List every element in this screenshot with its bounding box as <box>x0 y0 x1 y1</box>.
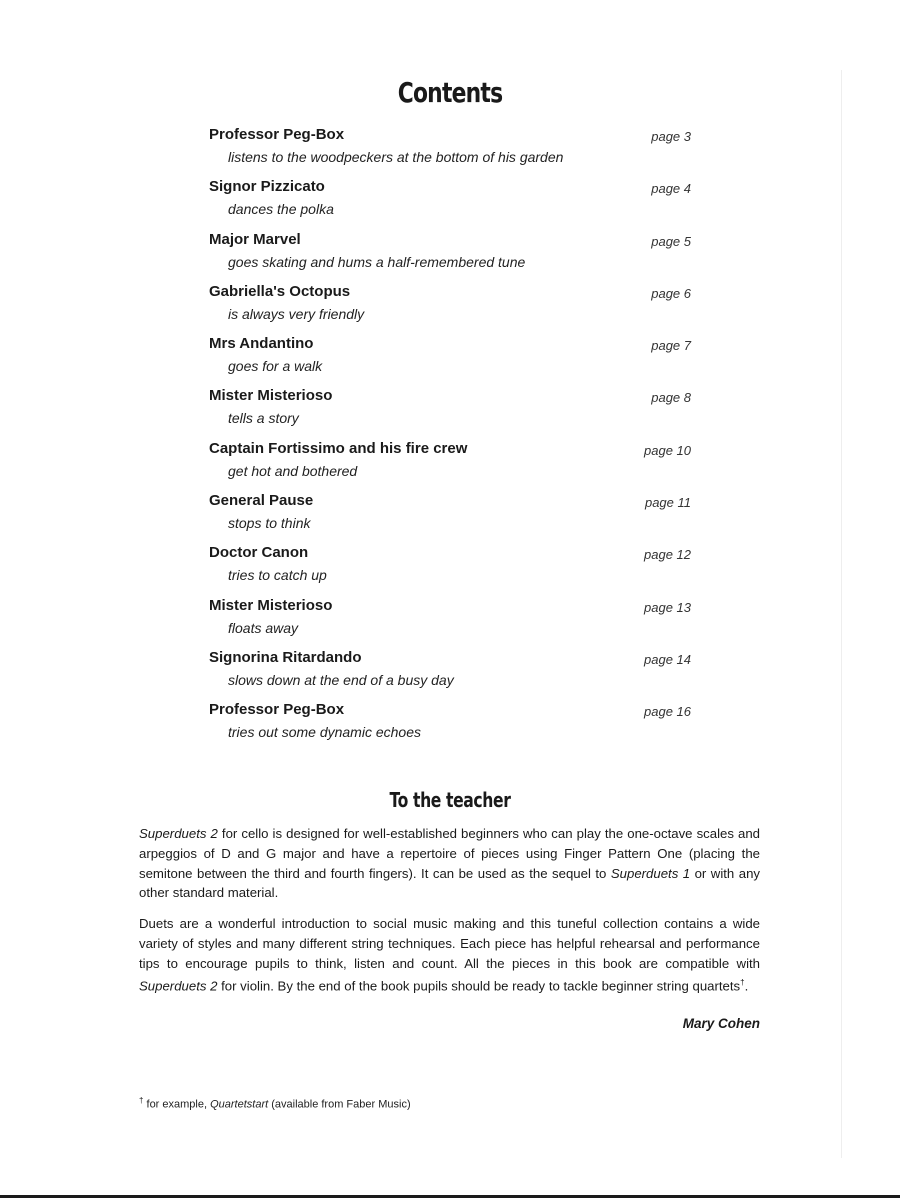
entry-title: Professor Peg-Box <box>209 701 345 719</box>
paragraph-text: . <box>744 978 749 994</box>
paragraph-text: Duets are a wonderful introduction to social music making and this tuneful collection contains a wide variety of styles and many different string techniques. Each piece has helpful rehearsal and performance tips to encourage pupils to think, listen and count. All the pieces in this book are compatible with <box>139 916 760 971</box>
entry-subtitle: tells a story <box>228 410 299 427</box>
entry-title: Signorina Ritardando <box>209 648 362 666</box>
entry-page-number: page 6 <box>651 285 691 301</box>
entry-page-number: page 16 <box>644 704 691 720</box>
page-title: Contents <box>397 76 503 109</box>
contents-entry <box>209 544 691 596</box>
entry-title: Mrs Andantino <box>209 335 314 353</box>
contents-entry <box>209 387 691 439</box>
paragraph-text: for violin. By the end of the book pupils should be ready to tackle beginner string quartets <box>217 978 741 994</box>
teacher-paragraph-2 <box>139 914 760 997</box>
entry-page-number: page 11 <box>644 495 691 511</box>
footnote-text: (available from Faber Music) <box>268 1098 411 1111</box>
contents-entry <box>209 231 691 283</box>
entry-subtitle: slows down at the end of a busy day <box>228 671 454 688</box>
entry-page-number: page 3 <box>651 129 691 144</box>
footnote-text: for example, <box>143 1098 211 1111</box>
author-signature: Mary Cohen <box>682 1016 760 1031</box>
entry-page-number: page 14 <box>644 651 691 667</box>
book-title: Quartetstart <box>210 1098 269 1111</box>
entry-title: Doctor Canon <box>209 544 309 562</box>
footnote-mark: † <box>740 978 745 988</box>
entry-subtitle: get hot and bothered <box>228 462 358 479</box>
entry-title: Mister Misterioso <box>209 387 333 405</box>
teacher-heading: To the teacher <box>389 788 511 812</box>
book-title: Superduets 1 <box>610 865 691 881</box>
contents-entry <box>209 126 691 178</box>
entry-subtitle: listens to the woodpeckers at the bottom of his garden <box>228 149 564 165</box>
contents-entry <box>209 492 691 544</box>
entry-page-number: page 7 <box>651 338 691 354</box>
entry-subtitle: goes for a walk <box>228 358 323 375</box>
teacher-paragraph-1 <box>139 824 760 903</box>
contents-list <box>209 126 691 754</box>
contents-entry <box>209 283 691 335</box>
paragraph-text: or with any other standard material. <box>139 865 760 901</box>
entry-subtitle: floats away <box>228 619 299 636</box>
entry-subtitle: stops to think <box>228 515 311 532</box>
entry-subtitle: goes skating and hums a half-remembered tune <box>228 253 526 270</box>
entry-title: Mister Misterioso <box>209 596 333 614</box>
entry-page-number: page 8 <box>651 390 691 406</box>
contents-entry <box>209 597 691 649</box>
contents-entry <box>209 701 691 753</box>
entry-page-number: page 5 <box>651 233 691 249</box>
entry-title: Signor Pizzicato <box>209 178 325 196</box>
entry-page-number: page 4 <box>651 181 691 197</box>
entry-subtitle: dances the polka <box>228 201 334 218</box>
entry-page-number: page 13 <box>644 599 691 615</box>
page-margin-line <box>841 70 842 1158</box>
footnote <box>139 1096 411 1111</box>
book-title: Superduets 2 <box>139 978 218 994</box>
entry-subtitle: tries out some dynamic echoes <box>228 724 421 741</box>
contents-entry <box>209 335 691 387</box>
entry-title: Major Marvel <box>209 230 301 248</box>
entry-subtitle: tries to catch up <box>228 567 327 584</box>
footnote-mark: † <box>139 1096 144 1105</box>
entry-subtitle: is always very friendly <box>228 305 365 322</box>
paragraph-text: for cello is designed for well-established beginners who can play the one-octave scales and arpeggios of D and G major and have a repertoire of pieces using Finger Pattern One (placing the semitone between the third and fourth fingers). It can be used as the sequel to <box>139 826 761 881</box>
entry-title: Gabriella's Octopus <box>209 282 351 300</box>
entry-title: Professor Peg-Box <box>209 126 345 143</box>
contents-entry <box>209 440 691 492</box>
entry-page-number: page 10 <box>644 442 691 458</box>
contents-entry <box>209 178 691 230</box>
contents-entry <box>209 649 691 701</box>
entry-page-number: page 12 <box>644 547 691 563</box>
entry-title: General Pause <box>209 492 314 510</box>
entry-title: Captain Fortissimo and his fire crew <box>209 439 468 457</box>
book-title: Superduets 2 <box>139 826 218 841</box>
